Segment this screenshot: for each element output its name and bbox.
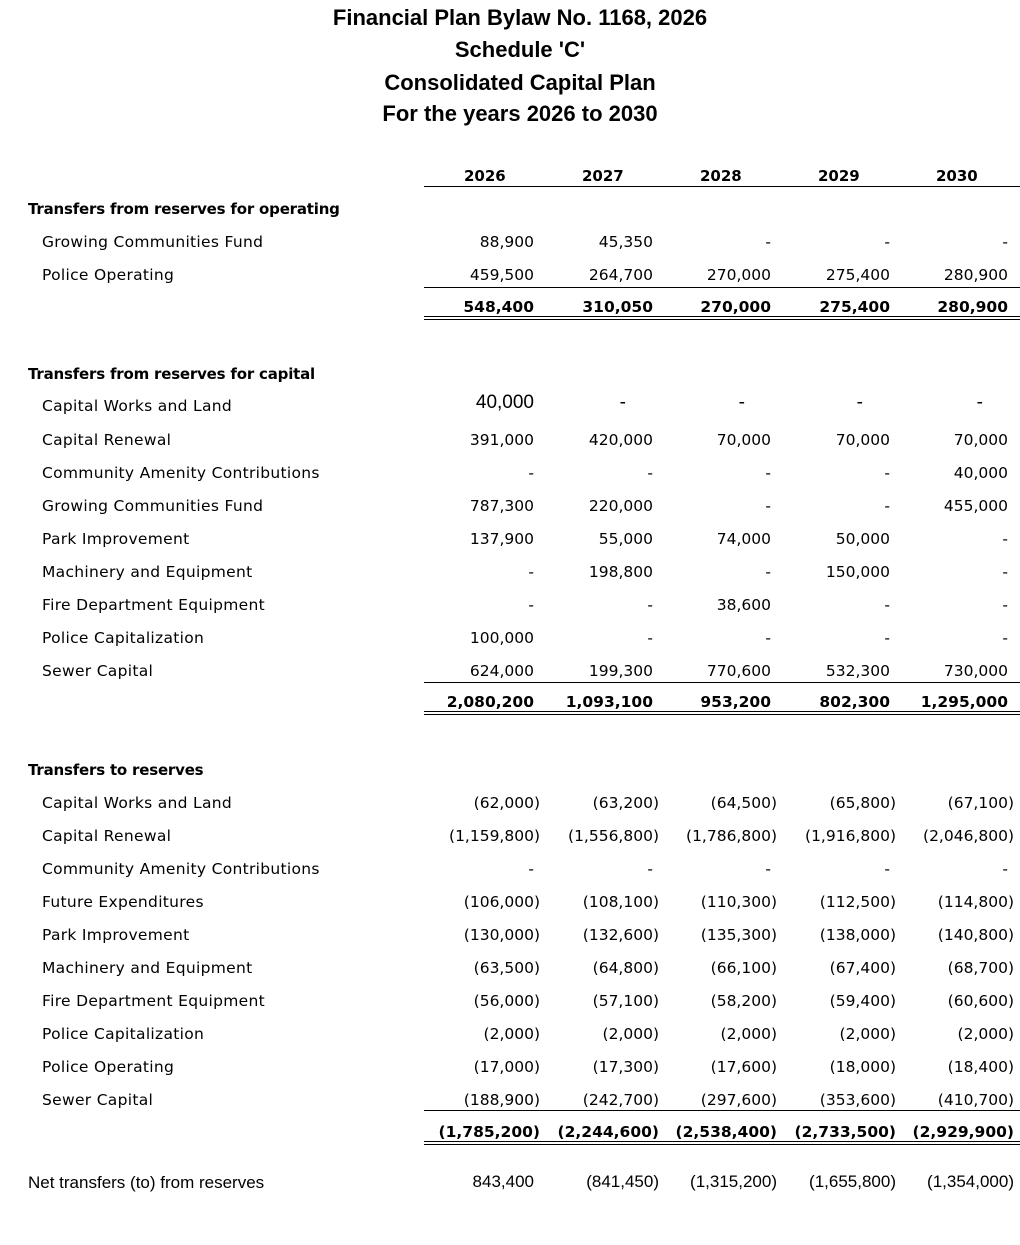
cell-value: 50,000 [835, 530, 890, 548]
net-value: (841,450) [586, 1172, 659, 1191]
year-header-5: 2030 [936, 167, 978, 185]
net-value: (1,354,000) [927, 1172, 1014, 1191]
cell-value: (66,100) [710, 959, 777, 977]
cell-value: (1,556,800) [568, 827, 659, 845]
cell-value: (242,700) [582, 1091, 659, 1109]
row-label: Park Improvement [42, 926, 190, 944]
cell-value: 730,000 [943, 662, 1008, 680]
total-double-rule [424, 711, 1020, 715]
cell-value: 55,000 [598, 530, 653, 548]
total-value: 953,200 [700, 693, 771, 711]
cell-value: - [765, 497, 771, 515]
cell-value: 150,000 [825, 563, 890, 581]
cell-value: 40,000 [475, 392, 534, 413]
cell-value: - [976, 392, 983, 413]
row-label: Future Expenditures [42, 893, 204, 911]
cell-value: (18,400) [947, 1058, 1014, 1076]
total-value: (2,538,400) [675, 1123, 777, 1141]
net-value: (1,655,800) [809, 1172, 896, 1191]
row-label: Machinery and Equipment [42, 563, 253, 581]
cell-value: - [856, 392, 863, 413]
cell-value: (2,046,800) [923, 827, 1014, 845]
cell-value: - [884, 596, 890, 614]
cell-value: - [528, 596, 534, 614]
total-value: (2,929,900) [912, 1123, 1014, 1141]
cell-value: (1,786,800) [686, 827, 777, 845]
cell-value: - [647, 860, 653, 878]
cell-value: (17,300) [592, 1058, 659, 1076]
cell-value: (57,100) [592, 992, 659, 1010]
cell-value: (297,600) [700, 1091, 777, 1109]
cell-value: - [765, 563, 771, 581]
total-value: 548,400 [463, 298, 534, 316]
cell-value: (67,100) [947, 794, 1014, 812]
cell-value: 198,800 [588, 563, 653, 581]
cell-value: 45,350 [598, 233, 653, 251]
total-value: (2,733,500) [794, 1123, 896, 1141]
document-title: Financial Plan Bylaw No. 1168, 2026 [332, 5, 708, 30]
total-value: 310,050 [582, 298, 653, 316]
cell-value: 199,300 [588, 662, 653, 680]
cell-value: 280,900 [943, 266, 1008, 284]
row-label: Machinery and Equipment [42, 959, 253, 977]
cell-value: (135,300) [700, 926, 777, 944]
row-label: Capital Renewal [42, 827, 172, 845]
cell-value: - [738, 392, 745, 413]
year-header-3: 2028 [700, 167, 742, 185]
cell-value: (108,100) [582, 893, 659, 911]
cell-value: - [647, 596, 653, 614]
total-value: 1,295,000 [920, 693, 1008, 711]
subtotal-rule [424, 682, 1020, 683]
cell-value: - [884, 497, 890, 515]
cell-value: (1,916,800) [805, 827, 896, 845]
cell-value: (2,000) [483, 1025, 540, 1043]
cell-value: - [647, 629, 653, 647]
cell-value: - [765, 464, 771, 482]
cell-value: - [1002, 530, 1008, 548]
cell-value: 38,600 [716, 596, 771, 614]
section-heading-capital: Transfers from reserves for capital [28, 365, 315, 383]
cell-value: (2,000) [602, 1025, 659, 1043]
row-label: Capital Works and Land [42, 794, 233, 812]
cell-value: (64,500) [710, 794, 777, 812]
total-value: 275,400 [819, 298, 890, 316]
cell-value: - [647, 464, 653, 482]
cell-value: - [528, 860, 534, 878]
year-header-1: 2026 [464, 167, 506, 185]
cell-value: - [884, 464, 890, 482]
year-header-4: 2029 [818, 167, 860, 185]
cell-value: 137,900 [469, 530, 534, 548]
row-label: Park Improvement [42, 530, 190, 548]
net-value: (1,315,200) [690, 1172, 777, 1191]
row-label: Fire Department Equipment [42, 596, 265, 614]
cell-value: 391,000 [469, 431, 534, 449]
cell-value: - [1002, 563, 1008, 581]
row-label: Capital Renewal [42, 431, 172, 449]
cell-value: - [765, 233, 771, 251]
total-double-rule [424, 1141, 1020, 1145]
row-label: Community Amenity Contributions [42, 860, 320, 878]
row-label: Police Capitalization [42, 629, 205, 647]
cell-value: (410,700) [937, 1091, 1014, 1109]
cell-value: (2,000) [957, 1025, 1014, 1043]
cell-value: (59,400) [829, 992, 896, 1010]
section-heading-operating: Transfers from reserves for operating [28, 200, 340, 218]
total-value: 280,900 [937, 298, 1008, 316]
cell-value: (64,800) [592, 959, 659, 977]
cell-value: - [619, 392, 626, 413]
cell-value: (188,900) [463, 1091, 540, 1109]
cell-value: (1,159,800) [449, 827, 540, 845]
cell-value: 270,000 [706, 266, 771, 284]
row-label: Sewer Capital [42, 1091, 154, 1109]
cell-value: - [528, 563, 534, 581]
total-value: 802,300 [819, 693, 890, 711]
cell-value: 770,600 [706, 662, 771, 680]
cell-value: (56,000) [473, 992, 540, 1010]
cell-value: - [1002, 233, 1008, 251]
total-value: 1,093,100 [565, 693, 653, 711]
row-label: Fire Department Equipment [42, 992, 265, 1010]
cell-value: - [884, 629, 890, 647]
row-label: Growing Communities Fund [42, 233, 264, 251]
cell-value: (114,800) [937, 893, 1014, 911]
schedule-label: Schedule 'C' [454, 37, 586, 62]
row-label: Community Amenity Contributions [42, 464, 320, 482]
cell-value: 40,000 [953, 464, 1008, 482]
cell-value: 70,000 [953, 431, 1008, 449]
cell-value: (60,600) [947, 992, 1014, 1010]
cell-value: 70,000 [716, 431, 771, 449]
cell-value: - [765, 629, 771, 647]
cell-value: (112,500) [819, 893, 896, 911]
total-double-rule [424, 316, 1020, 320]
cell-value: 74,000 [716, 530, 771, 548]
subtotal-rule [424, 287, 1020, 288]
cell-value: 275,400 [825, 266, 890, 284]
cell-value: (68,700) [947, 959, 1014, 977]
cell-value: - [528, 464, 534, 482]
row-label: Growing Communities Fund [42, 497, 264, 515]
subtotal-rule [424, 1110, 1020, 1111]
net-value: 843,400 [472, 1172, 534, 1191]
cell-value: (65,800) [829, 794, 896, 812]
cell-value: (2,000) [720, 1025, 777, 1043]
section-heading-to-reserves: Transfers to reserves [28, 761, 204, 779]
cell-value: - [1002, 860, 1008, 878]
cell-value: (63,500) [473, 959, 540, 977]
cell-value: 455,000 [943, 497, 1008, 515]
cell-value: 787,300 [469, 497, 534, 515]
cell-value: (63,200) [592, 794, 659, 812]
cell-value: 532,300 [825, 662, 890, 680]
row-label: Capital Works and Land [42, 397, 233, 415]
net-transfers-label: Net transfers (to) from reserves [28, 1173, 265, 1192]
cell-value: (132,600) [582, 926, 659, 944]
cell-value: (18,000) [829, 1058, 896, 1076]
cell-value: (62,000) [473, 794, 540, 812]
cell-value: (17,600) [710, 1058, 777, 1076]
row-label: Police Capitalization [42, 1025, 205, 1043]
cell-value: - [884, 860, 890, 878]
cell-value: 624,000 [469, 662, 534, 680]
plan-title: Consolidated Capital Plan [384, 70, 656, 95]
row-label: Police Operating [42, 1058, 175, 1076]
cell-value: (140,800) [937, 926, 1014, 944]
cell-value: (110,300) [700, 893, 777, 911]
cell-value: (106,000) [463, 893, 540, 911]
total-value: 270,000 [700, 298, 771, 316]
row-label: Police Operating [42, 266, 175, 284]
total-value: (2,244,600) [557, 1123, 659, 1141]
year-header-2: 2027 [582, 167, 624, 185]
cell-value: (130,000) [463, 926, 540, 944]
cell-value: - [1002, 629, 1008, 647]
cell-value: 459,500 [469, 266, 534, 284]
cell-value: 220,000 [588, 497, 653, 515]
header-rule [424, 186, 1020, 187]
cell-value: (67,400) [829, 959, 896, 977]
period-subtitle: For the years 2026 to 2030 [382, 101, 658, 126]
cell-value: (17,000) [473, 1058, 540, 1076]
cell-value: - [765, 860, 771, 878]
cell-value: - [884, 233, 890, 251]
cell-value: - [1002, 596, 1008, 614]
total-value: 2,080,200 [446, 693, 534, 711]
cell-value: 264,700 [588, 266, 653, 284]
cell-value: 420,000 [588, 431, 653, 449]
cell-value: 100,000 [469, 629, 534, 647]
cell-value: (2,000) [839, 1025, 896, 1043]
cell-value: 88,900 [479, 233, 534, 251]
cell-value: 70,000 [835, 431, 890, 449]
cell-value: (138,000) [819, 926, 896, 944]
cell-value: (58,200) [710, 992, 777, 1010]
cell-value: (353,600) [819, 1091, 896, 1109]
total-value: (1,785,200) [438, 1123, 540, 1141]
row-label: Sewer Capital [42, 662, 154, 680]
